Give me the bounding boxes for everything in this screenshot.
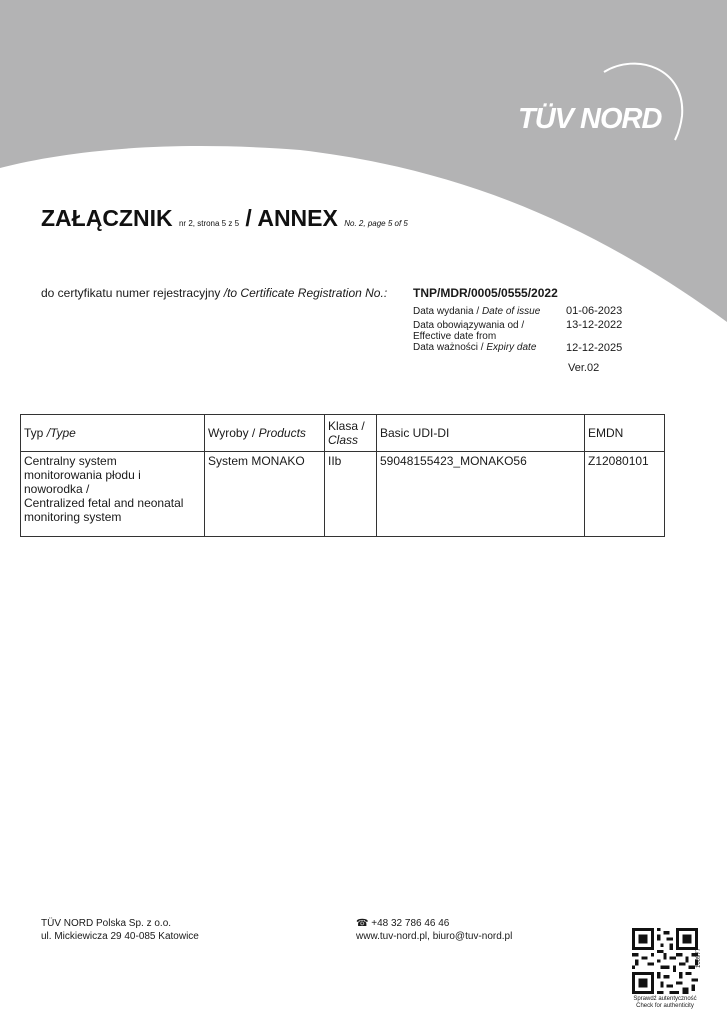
cell-udi: 59048155423_MONAKO56 <box>377 452 585 537</box>
annex-table <box>20 414 665 537</box>
document-code: 100977 <box>696 947 702 968</box>
header-emdn: EMDN <box>585 415 665 452</box>
qr-code[interactable] <box>632 928 698 994</box>
header-class: Klasa / Class <box>325 415 377 452</box>
footer-contact-block <box>356 917 512 943</box>
cell-type: Centralny system monitorowania płodu i noworodka / Centralized fetal and neonatal monitoring system <box>21 452 205 537</box>
header-band <box>0 0 727 330</box>
cell-emdn: Z12080101 <box>585 452 665 537</box>
footer-web-email: www.tuv-nord.pl, biuro@tuv-nord.pl <box>356 931 513 942</box>
issue-date-value: 01-06-2023 <box>566 305 623 317</box>
version-label: Ver.02 <box>568 362 600 374</box>
table-header-row <box>21 415 665 452</box>
cell-class: IIb <box>325 452 377 537</box>
expiry-date-value: 12-12-2025 <box>566 342 623 354</box>
header-type: Typ /Type <box>21 415 205 452</box>
title-main-en: / ANNEX <box>245 205 338 231</box>
tuv-nord-logo: TÜV NORD <box>518 103 662 135</box>
footer-phone: ☎ +48 32 786 46 46 <box>356 918 450 929</box>
page-title <box>41 205 408 232</box>
header-products: Wyroby / Products <box>205 415 325 452</box>
certificate-number: TNP/MDR/0005/0555/2022 <box>413 286 558 300</box>
header-udi: Basic UDI-DI <box>377 415 585 452</box>
qr-caption: Sprawdź autentyczność Check for authenticity <box>633 996 697 1009</box>
title-sub-en: No. 2, page 5 of 5 <box>344 219 408 228</box>
effective-date-value: 13-12-2022 <box>566 319 623 331</box>
footer-company: TÜV NORD Polska Sp. z o.o. <box>41 918 172 929</box>
title-main-pl: ZAŁĄCZNIK <box>41 205 173 231</box>
cell-product: System MONAKO <box>205 452 325 537</box>
expiry-date-label: Data ważności / Expiry date <box>413 342 537 353</box>
issue-date-label: Data wydania / Date of issue <box>413 306 541 317</box>
footer-address: ul. Mickiewicza 29 40-085 Katowice <box>41 931 199 942</box>
effective-date-label: Data obowiązywania od / Effective date from <box>413 320 525 342</box>
certificate-label: do certyfikatu numer rejestracyjny /to Certificate Registration No.: <box>41 286 388 300</box>
table-row <box>21 452 665 537</box>
footer-company-block <box>41 917 199 943</box>
title-sub-pl: nr 2, strona 5 z 5 <box>178 219 240 228</box>
